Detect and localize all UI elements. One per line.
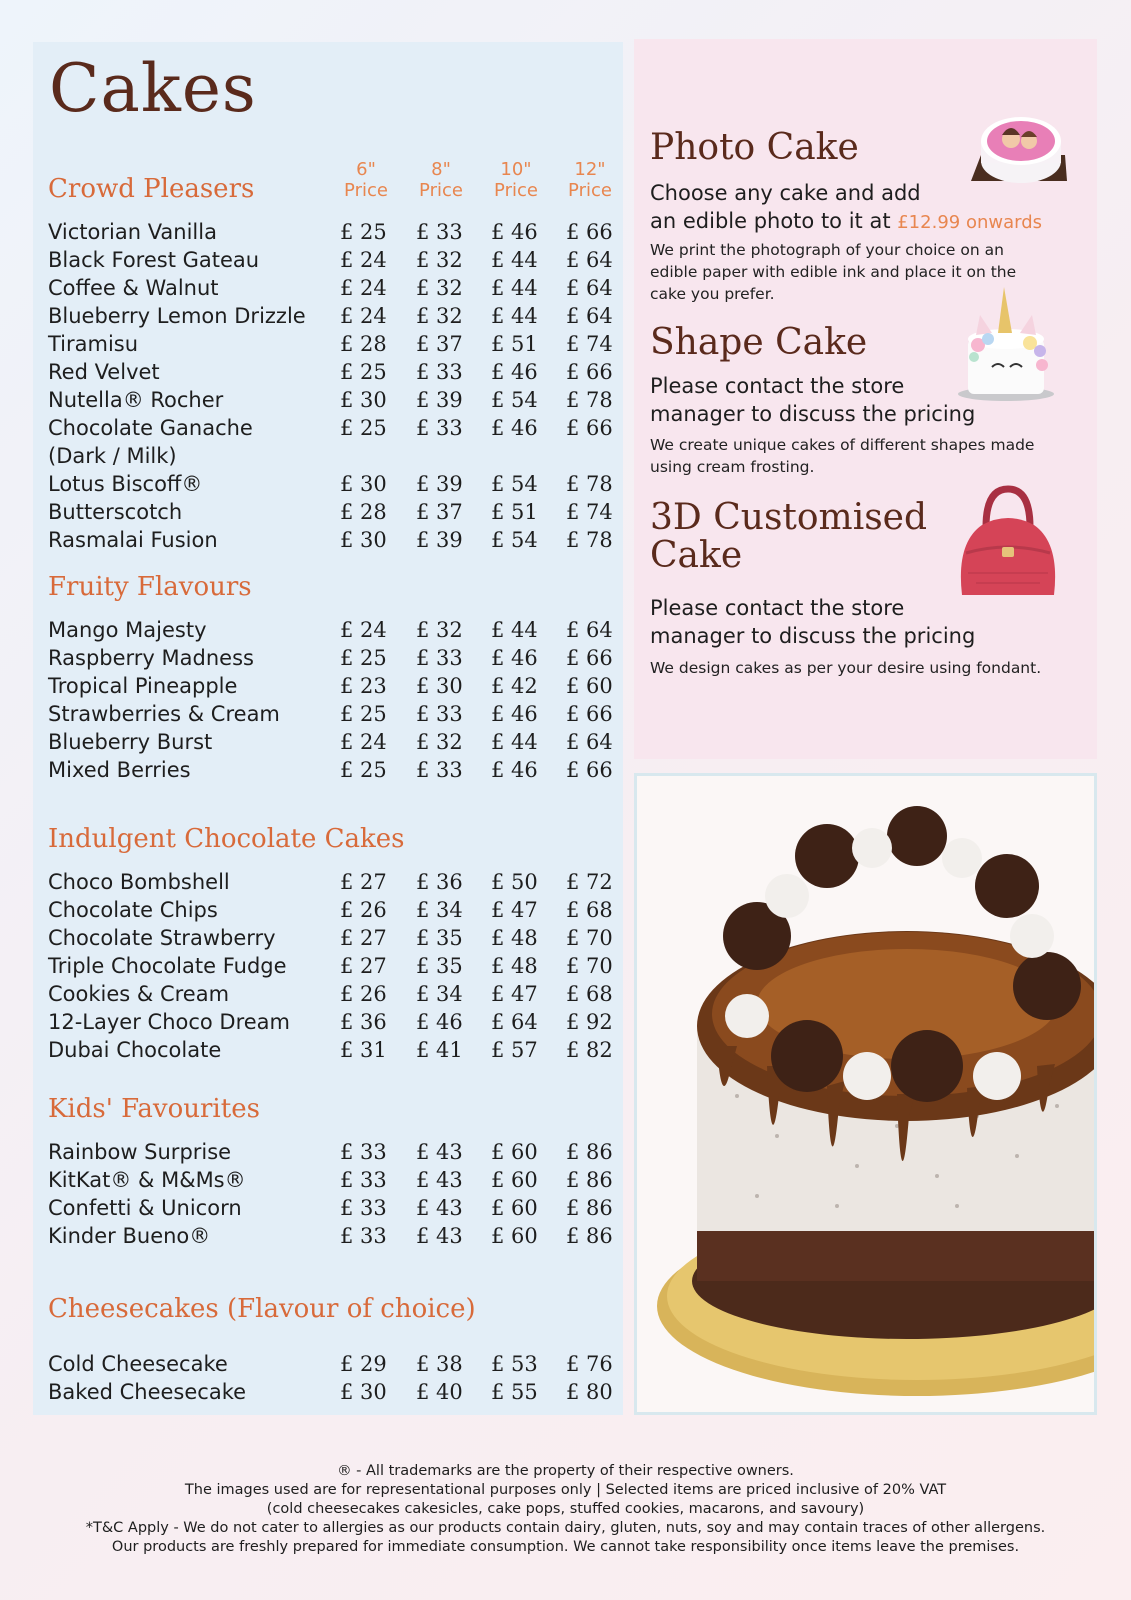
menu-item-price: £ 30 — [340, 472, 387, 496]
menu-item-name: KitKat® & M&Ms® — [48, 1168, 246, 1192]
photo-cake-lead-line2-wrap — [650, 207, 1042, 237]
menu-item-price: £ 32 — [416, 618, 463, 642]
menu-item-name: Tiramisu — [48, 332, 139, 356]
page-title: Cakes — [49, 50, 257, 127]
menu-item-price: £ 46 — [491, 360, 538, 384]
menu-item-price: £ 66 — [566, 646, 613, 670]
menu-item-name: Cookies & Cream — [48, 982, 230, 1006]
menu-item-name: Rainbow Surprise — [48, 1140, 232, 1164]
menu-item-row — [48, 274, 628, 302]
menu-item-price: £ 43 — [416, 1196, 463, 1220]
menu-item-price: £ 34 — [416, 898, 463, 922]
menu-item-price: £ 27 — [340, 870, 387, 894]
menu-item-price: £ 33 — [416, 646, 463, 670]
menu-item-price: £ 33 — [340, 1168, 387, 1192]
menu-item-price: £ 86 — [566, 1224, 613, 1248]
menu-item-name-line2: (Dark / Milk) — [48, 444, 177, 468]
section-title: Kids' Favourites — [48, 1094, 260, 1124]
menu-item-name: Coffee & Walnut — [48, 276, 219, 300]
menu-item-price: £ 64 — [566, 618, 613, 642]
column-price-label: Price — [344, 180, 388, 201]
menu-item-name: Lotus Biscoff® — [48, 472, 203, 496]
menu-item-row — [48, 1166, 628, 1194]
menu-item-price: £ 24 — [340, 730, 387, 754]
menu-item-row — [48, 1350, 628, 1378]
menu-item-row — [48, 498, 628, 526]
menu-item-price: £ 60 — [491, 1168, 538, 1192]
price-column-header — [478, 159, 554, 201]
shape-cake-detail-2: using cream frosting. — [650, 458, 815, 476]
menu-item-price: £ 33 — [340, 1196, 387, 1220]
menu-item-name: Cold Cheesecake — [48, 1352, 228, 1376]
menu-item-price: £ 86 — [566, 1140, 613, 1164]
menu-item-price: £ 35 — [416, 926, 463, 950]
menu-item-name: Tropical Pineapple — [48, 674, 238, 698]
menu-item-price: £ 34 — [416, 982, 463, 1006]
menu-item-price: £ 26 — [340, 982, 387, 1006]
menu-item-price: £ 64 — [566, 248, 613, 272]
menu-item-name: Chocolate Ganache — [48, 416, 253, 440]
menu-item-row — [48, 330, 628, 358]
menu-item-price: £ 82 — [566, 1038, 613, 1062]
menu-item-price: £ 37 — [416, 500, 463, 524]
menu-item-price: £ 33 — [340, 1140, 387, 1164]
menu-item-row — [48, 302, 628, 330]
menu-item-name: Black Forest Gateau — [48, 248, 260, 272]
menu-item-row — [48, 414, 628, 470]
menu-item-price: £ 66 — [566, 416, 613, 440]
footer-line-2: The images used are for representational purposes only | Selected items are priced inclusive of 20% VAT — [184, 1482, 947, 1498]
photo-cake-detail-2: edible paper with edible ink and place it on the — [650, 263, 1017, 281]
menu-item-price: £ 30 — [340, 528, 387, 552]
menu-item-price: £ 29 — [340, 1352, 387, 1376]
menu-item-row — [48, 526, 628, 554]
menu-item-price: £ 28 — [340, 500, 387, 524]
menu-item-price: £ 32 — [416, 304, 463, 328]
menu-item-price: £ 48 — [491, 926, 538, 950]
column-price-label: Price — [419, 180, 463, 201]
menu-item-price: £ 48 — [491, 954, 538, 978]
menu-item-price: £ 43 — [416, 1224, 463, 1248]
menu-item-price: £ 31 — [340, 1038, 387, 1062]
menu-item-name: Butterscotch — [48, 500, 183, 524]
menu-item-price: £ 64 — [566, 276, 613, 300]
menu-item-price: £ 78 — [566, 528, 613, 552]
shape-cake-detail — [650, 434, 1034, 478]
menu-item-price: £ 60 — [491, 1140, 538, 1164]
menu-item-price: £ 86 — [566, 1168, 613, 1192]
menu-item-row — [48, 218, 628, 246]
menu-item-row — [48, 386, 628, 414]
menu-item-name: Choco Bombshell — [48, 870, 230, 894]
footer-line-3: (cold cheesecakes cakesicles, cake pops, stuffed cookies, macarons, and savoury) — [266, 1501, 865, 1517]
section-title: Cheesecakes (Flavour of choice) — [48, 1294, 476, 1324]
photo-cake-title: Photo Cake — [650, 127, 859, 168]
menu-item-price: £ 27 — [340, 954, 387, 978]
menu-item-price: £ 33 — [416, 416, 463, 440]
menu-item-price: £ 39 — [416, 472, 463, 496]
menu-item-row — [48, 700, 628, 728]
section-title: Fruity Flavours — [48, 572, 252, 602]
menu-item-row — [48, 1008, 628, 1036]
menu-item-name: Blueberry Burst — [48, 730, 213, 754]
menu-item-name: Strawberries & Cream — [48, 702, 280, 726]
menu-item-name: Blueberry Lemon Drizzle — [48, 304, 306, 328]
menu-item-row — [48, 896, 628, 924]
menu-item-price: £ 33 — [416, 758, 463, 782]
menu-item-name: Victorian Vanilla — [48, 220, 217, 244]
menu-item-price: £ 46 — [491, 220, 538, 244]
3d-cake-title-2: Cake — [650, 535, 743, 576]
3d-cake-detail — [650, 657, 1041, 679]
menu-item-price: £ 74 — [566, 332, 613, 356]
menu-item-price: £ 46 — [491, 702, 538, 726]
footer-line-4: *T&C Apply - We do not cater to allergies as our products contain dairy, gluten, nuts, soy and may contain traces of other allergens. — [85, 1520, 1046, 1536]
photo-cake-image — [969, 111, 1069, 201]
photo-cake-lead-line2: an edible photo to it at — [650, 209, 891, 233]
menu-item-row — [48, 1194, 628, 1222]
menu-item-list — [48, 1138, 628, 1250]
menu-item-name: Dubai Chocolate — [48, 1038, 222, 1062]
menu-item-price: £ 32 — [416, 248, 463, 272]
menu-item-list — [48, 1350, 628, 1406]
menu-item-price: £ 33 — [416, 360, 463, 384]
menu-item-price: £ 25 — [340, 646, 387, 670]
footer-line-5: Our products are freshly prepared for immediate consumption. We cannot take responsibility once items leave the premises. — [111, 1539, 1020, 1555]
column-size-label: 10" — [500, 159, 532, 180]
photo-cake-lead-line1: Choose any cake and add — [650, 181, 921, 205]
column-price-label: Price — [494, 180, 538, 201]
section-title: Crowd Pleasers — [48, 174, 255, 204]
3d-cake-detail-1: We design cakes as per your desire using fondant. — [650, 659, 1042, 677]
unicorn-cake-image — [956, 281, 1056, 406]
menu-item-price: £ 72 — [566, 870, 613, 894]
menu-item-row — [48, 616, 628, 644]
menu-item-price: £ 41 — [416, 1038, 463, 1062]
menu-item-row — [48, 672, 628, 700]
price-menu-panel — [33, 42, 623, 1415]
photo-cake-price: £12.99 onwards — [897, 212, 1042, 233]
menu-item-list — [48, 218, 628, 554]
3d-cake-lead-line2: manager to discuss the pricing — [650, 624, 976, 648]
shape-cake-lead-line2: manager to discuss the pricing — [650, 402, 976, 426]
menu-item-row — [48, 470, 628, 498]
menu-item-price: £ 33 — [416, 220, 463, 244]
menu-item-row — [48, 980, 628, 1008]
menu-item-price: £ 38 — [416, 1352, 463, 1376]
menu-item-price: £ 44 — [491, 730, 538, 754]
3d-cake-title-1: 3D Customised — [650, 497, 928, 538]
menu-item-price: £ 24 — [340, 618, 387, 642]
menu-item-price: £ 35 — [416, 954, 463, 978]
menu-item-name: Nutella® Rocher — [48, 388, 224, 412]
menu-item-price: £ 50 — [491, 870, 538, 894]
menu-item-price: £ 44 — [491, 304, 538, 328]
column-size-label: 8" — [431, 159, 451, 180]
price-column-header — [328, 159, 404, 201]
menu-item-price: £ 66 — [566, 702, 613, 726]
menu-item-price: £ 54 — [491, 388, 538, 412]
menu-item-price: £ 33 — [416, 702, 463, 726]
menu-item-price: £ 25 — [340, 360, 387, 384]
cookies-cream-cake-photo — [634, 773, 1097, 1415]
menu-item-price: £ 36 — [416, 870, 463, 894]
menu-item-price: £ 66 — [566, 360, 613, 384]
menu-item-price: £ 92 — [566, 1010, 613, 1034]
price-column-headers — [328, 159, 628, 205]
menu-item-price: £ 30 — [340, 388, 387, 412]
menu-item-price: £ 60 — [566, 674, 613, 698]
menu-item-price: £ 51 — [491, 332, 538, 356]
menu-item-list — [48, 868, 628, 1064]
menu-item-price: £ 76 — [566, 1352, 613, 1376]
menu-item-price: £ 78 — [566, 472, 613, 496]
menu-item-price: £ 54 — [491, 528, 538, 552]
menu-item-price: £ 78 — [566, 388, 613, 412]
menu-item-price: £ 66 — [566, 220, 613, 244]
menu-item-row — [48, 1222, 628, 1250]
menu-item-price: £ 24 — [340, 276, 387, 300]
menu-item-name: Chocolate Strawberry — [48, 926, 276, 950]
menu-item-price: £ 86 — [566, 1196, 613, 1220]
menu-item-price: £ 32 — [416, 730, 463, 754]
menu-item-name: Mixed Berries — [48, 758, 191, 782]
menu-item-name: Triple Chocolate Fudge — [48, 954, 287, 978]
menu-item-price: £ 40 — [416, 1380, 463, 1404]
special-cakes-panel — [634, 39, 1097, 759]
menu-item-name: Chocolate Chips — [48, 898, 218, 922]
menu-item-price: £ 47 — [491, 982, 538, 1006]
menu-item-row — [48, 1138, 628, 1166]
menu-item-name: Baked Cheesecake — [48, 1380, 247, 1404]
menu-item-price: £ 44 — [491, 618, 538, 642]
cookies-cream-cake-illustration — [637, 776, 1094, 1412]
menu-item-price: £ 39 — [416, 388, 463, 412]
menu-item-row — [48, 924, 628, 952]
menu-item-price: £ 43 — [416, 1168, 463, 1192]
menu-item-name: Raspberry Madness — [48, 646, 254, 670]
shape-cake-detail-1: We create unique cakes of different shapes made — [650, 436, 1035, 454]
menu-item-row — [48, 644, 628, 672]
menu-item-price: £ 64 — [566, 730, 613, 754]
menu-item-row — [48, 358, 628, 386]
photo-cake-detail-3: cake you prefer. — [650, 285, 775, 303]
menu-item-name: 12-Layer Choco Dream — [48, 1010, 291, 1034]
menu-item-price: £ 46 — [491, 758, 538, 782]
menu-item-name: Confetti & Unicorn — [48, 1196, 242, 1220]
handbag-cake-image — [952, 483, 1062, 603]
menu-item-price: £ 24 — [340, 248, 387, 272]
price-column-header — [403, 159, 479, 201]
menu-item-price: £ 60 — [491, 1196, 538, 1220]
menu-item-price: £ 25 — [340, 220, 387, 244]
menu-item-row — [48, 868, 628, 896]
menu-item-price: £ 64 — [566, 304, 613, 328]
shape-cake-lead-line1: Please contact the store — [650, 374, 905, 398]
menu-item-price: £ 24 — [340, 304, 387, 328]
menu-item-price: £ 74 — [566, 500, 613, 524]
menu-item-price: £ 28 — [340, 332, 387, 356]
menu-item-price: £ 54 — [491, 472, 538, 496]
menu-item-price: £ 37 — [416, 332, 463, 356]
menu-item-price: £ 55 — [491, 1380, 538, 1404]
menu-item-price: £ 27 — [340, 926, 387, 950]
3d-cake-lead — [650, 594, 975, 650]
menu-item-price: £ 44 — [491, 248, 538, 272]
photo-cake-detail-1: We print the photograph of your choice on an — [650, 241, 1004, 259]
3d-cake-lead-line1: Please contact the store — [650, 596, 905, 620]
menu-item-price: £ 47 — [491, 898, 538, 922]
menu-item-price: £ 43 — [416, 1140, 463, 1164]
price-column-header — [552, 159, 628, 201]
menu-item-price: £ 23 — [340, 674, 387, 698]
menu-item-row — [48, 1036, 628, 1064]
menu-item-name: Mango Majesty — [48, 618, 207, 642]
menu-item-price: £ 36 — [340, 1010, 387, 1034]
menu-item-price: £ 25 — [340, 416, 387, 440]
footer-notes — [0, 1462, 1131, 1557]
menu-item-price: £ 46 — [491, 416, 538, 440]
menu-item-price: £ 60 — [491, 1224, 538, 1248]
menu-item-list — [48, 616, 628, 784]
menu-item-price: £ 25 — [340, 702, 387, 726]
menu-item-price: £ 26 — [340, 898, 387, 922]
shape-cake-lead — [650, 372, 975, 428]
footer-line-1: ® - All trademarks are the property of their respective owners. — [337, 1463, 794, 1479]
menu-item-price: £ 32 — [416, 276, 463, 300]
column-size-label: 6" — [356, 159, 376, 180]
column-price-label: Price — [568, 180, 612, 201]
column-size-label: 12" — [574, 159, 606, 180]
menu-item-row — [48, 1378, 628, 1406]
menu-item-price: £ 64 — [491, 1010, 538, 1034]
menu-item-price: £ 44 — [491, 276, 538, 300]
menu-item-price: £ 46 — [416, 1010, 463, 1034]
menu-item-price: £ 51 — [491, 500, 538, 524]
menu-item-row — [48, 952, 628, 980]
menu-item-price: £ 46 — [491, 646, 538, 670]
menu-item-price: £ 57 — [491, 1038, 538, 1062]
menu-item-price: £ 68 — [566, 898, 613, 922]
menu-item-price: £ 80 — [566, 1380, 613, 1404]
menu-item-price: £ 42 — [491, 674, 538, 698]
menu-item-price: £ 70 — [566, 926, 613, 950]
menu-item-price: £ 30 — [416, 674, 463, 698]
menu-item-price: £ 39 — [416, 528, 463, 552]
menu-item-row — [48, 756, 628, 784]
menu-item-price: £ 66 — [566, 758, 613, 782]
menu-item-price: £ 53 — [491, 1352, 538, 1376]
menu-item-price: £ 30 — [340, 1380, 387, 1404]
shape-cake-title: Shape Cake — [650, 322, 868, 363]
menu-item-name: Rasmalai Fusion — [48, 528, 218, 552]
section-title: Indulgent Chocolate Cakes — [48, 824, 405, 854]
menu-item-row — [48, 246, 628, 274]
menu-item-price: £ 25 — [340, 758, 387, 782]
menu-item-row — [48, 728, 628, 756]
menu-item-name: Red Velvet — [48, 360, 160, 384]
menu-item-name: Kinder Bueno® — [48, 1224, 211, 1248]
menu-item-price: £ 33 — [340, 1224, 387, 1248]
menu-item-price: £ 68 — [566, 982, 613, 1006]
menu-item-price: £ 70 — [566, 954, 613, 978]
